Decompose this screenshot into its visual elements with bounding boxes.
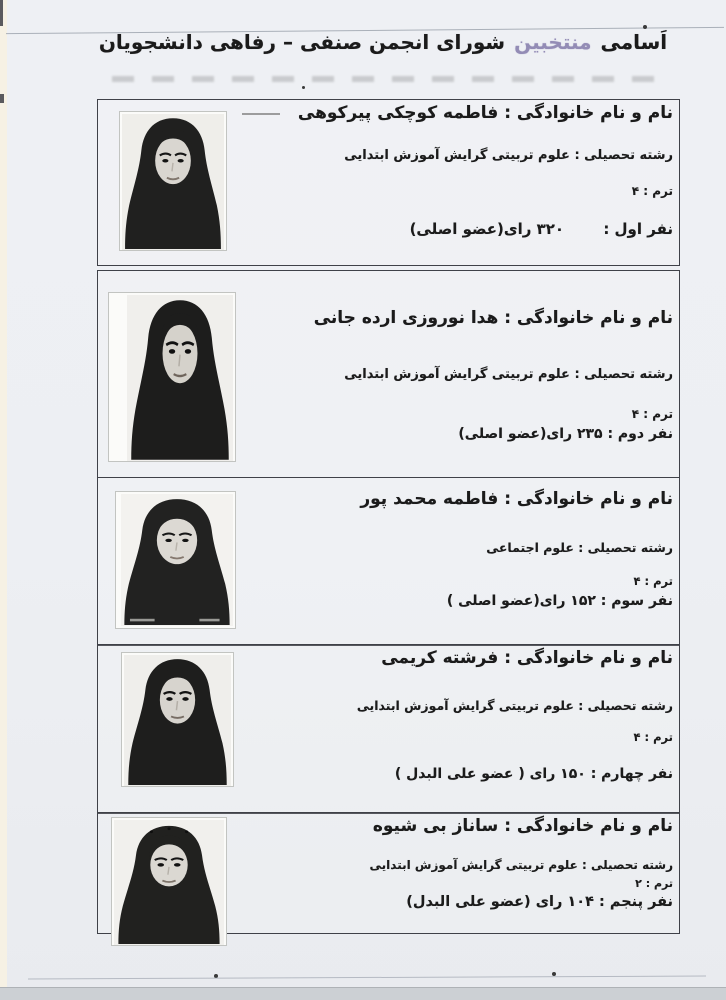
scan-edge-bottom bbox=[0, 987, 726, 1000]
rank-label: نفر سوم : bbox=[600, 593, 673, 609]
rank-label: نفر دوم : bbox=[607, 426, 673, 442]
term-label: ترم : bbox=[643, 184, 673, 198]
major-line bbox=[344, 367, 673, 382]
title-prefix: اَسامی bbox=[600, 30, 668, 54]
portrait-photo bbox=[115, 491, 236, 629]
votes-value: ۲۳۵ رای(عضو اصلی) bbox=[458, 426, 603, 442]
term-line bbox=[635, 877, 673, 890]
major-value: علوم تربیتی گرایش آموزش ابتدایی bbox=[344, 148, 570, 163]
name-line bbox=[373, 816, 673, 836]
result-line bbox=[410, 220, 673, 238]
scan-artifact bbox=[0, 0, 3, 26]
rank-label: نفر اول : bbox=[603, 220, 673, 238]
major-label: رشته تحصیلی : bbox=[578, 540, 673, 555]
portrait-photo bbox=[111, 817, 227, 946]
scan-speck bbox=[302, 86, 305, 89]
woman-hijab-portrait-icon bbox=[121, 494, 233, 626]
portrait-photo bbox=[108, 292, 236, 462]
name-value: هدا نوروزی ارده جانی bbox=[313, 308, 499, 328]
result-line bbox=[406, 894, 673, 910]
name-label: نام و نام خانوادگی : bbox=[504, 308, 673, 328]
votes-value: ۱۵۲ رای(عضو اصلی ) bbox=[446, 593, 596, 609]
name-value: فاطمه محمد پور bbox=[360, 489, 499, 509]
result-line bbox=[395, 766, 673, 782]
name-value: ساناز بی شیوه bbox=[372, 816, 499, 836]
votes-value: ۱۵۰ رای ( عضو علی البدل ) bbox=[394, 766, 586, 782]
term-value: ۲ bbox=[635, 877, 642, 890]
term-label: ترم : bbox=[645, 877, 673, 890]
name-line bbox=[298, 103, 673, 123]
term-line bbox=[632, 407, 673, 421]
portrait-photo bbox=[119, 111, 227, 251]
scan-artifact bbox=[0, 94, 4, 103]
major-label: رشته تحصیلی : bbox=[574, 367, 673, 382]
major-label: رشته تحصیلی : bbox=[582, 858, 673, 872]
votes-value: ۱۰۴ رای (عضو علی البدل) bbox=[406, 894, 594, 910]
major-line bbox=[357, 698, 673, 713]
name-label: نام و نام خانوادگی : bbox=[504, 648, 673, 668]
name-value: فاطمه کوچکی پیرکوهی bbox=[297, 103, 499, 123]
name-line bbox=[314, 308, 673, 328]
major-line bbox=[344, 148, 673, 163]
result-line bbox=[458, 426, 673, 442]
term-label: ترم : bbox=[643, 407, 673, 421]
major-label: رشته تحصیلی : bbox=[574, 148, 673, 163]
term-value: ۴ bbox=[633, 574, 641, 588]
name-label: نام و نام خانوادگی : bbox=[504, 103, 673, 123]
woman-hijab-portrait-icon bbox=[127, 295, 233, 461]
major-value: علوم تربیتی گرایش آموزش ابتدایی bbox=[344, 367, 570, 382]
woman-hijab-portrait-icon bbox=[114, 820, 224, 945]
name-label: نام و نام خانوادگی : bbox=[504, 816, 673, 836]
term-label: ترم : bbox=[644, 574, 673, 588]
name-label: نام و نام خانوادگی : bbox=[504, 489, 673, 509]
major-line bbox=[486, 540, 673, 555]
major-line bbox=[370, 858, 673, 872]
title-suffix: شورای انجمن صنفی – رفاهی دانشجویان bbox=[98, 30, 506, 54]
term-value: ۴ bbox=[633, 730, 641, 744]
woman-hijab-portrait-icon bbox=[122, 114, 224, 250]
portrait-photo bbox=[121, 652, 234, 787]
scan-edge-left bbox=[0, 0, 7, 1000]
term-line bbox=[633, 574, 673, 588]
name-line bbox=[360, 489, 673, 509]
name-line bbox=[381, 648, 673, 668]
major-value: علوم تربیتی گرایش آموزش ابتدایی bbox=[369, 858, 578, 872]
name-value: فرشته کریمی bbox=[381, 648, 499, 668]
major-label: رشته تحصیلی : bbox=[578, 698, 673, 713]
woman-hijab-portrait-icon bbox=[124, 655, 231, 786]
page-title bbox=[90, 27, 676, 57]
rank-label: نفر چهارم : bbox=[590, 766, 673, 782]
result-line bbox=[447, 593, 673, 609]
term-line bbox=[632, 184, 673, 198]
major-value: علوم تربیتی گرایش آموزش ابتدایی bbox=[356, 698, 574, 713]
major-value: علوم اجتماعی bbox=[486, 540, 574, 555]
term-value: ۴ bbox=[631, 184, 640, 198]
term-value: ۴ bbox=[631, 407, 640, 421]
bottom-rule bbox=[28, 976, 706, 980]
term-label: ترم : bbox=[644, 730, 673, 744]
rank-label: نفر پنجم : bbox=[599, 894, 673, 910]
term-line bbox=[633, 730, 673, 744]
handwritten-stamp-word: منتخبین bbox=[514, 30, 592, 54]
scan-smudge bbox=[112, 76, 668, 82]
votes-value: ۳۲۰ رای(عضو اصلی) bbox=[409, 220, 565, 238]
